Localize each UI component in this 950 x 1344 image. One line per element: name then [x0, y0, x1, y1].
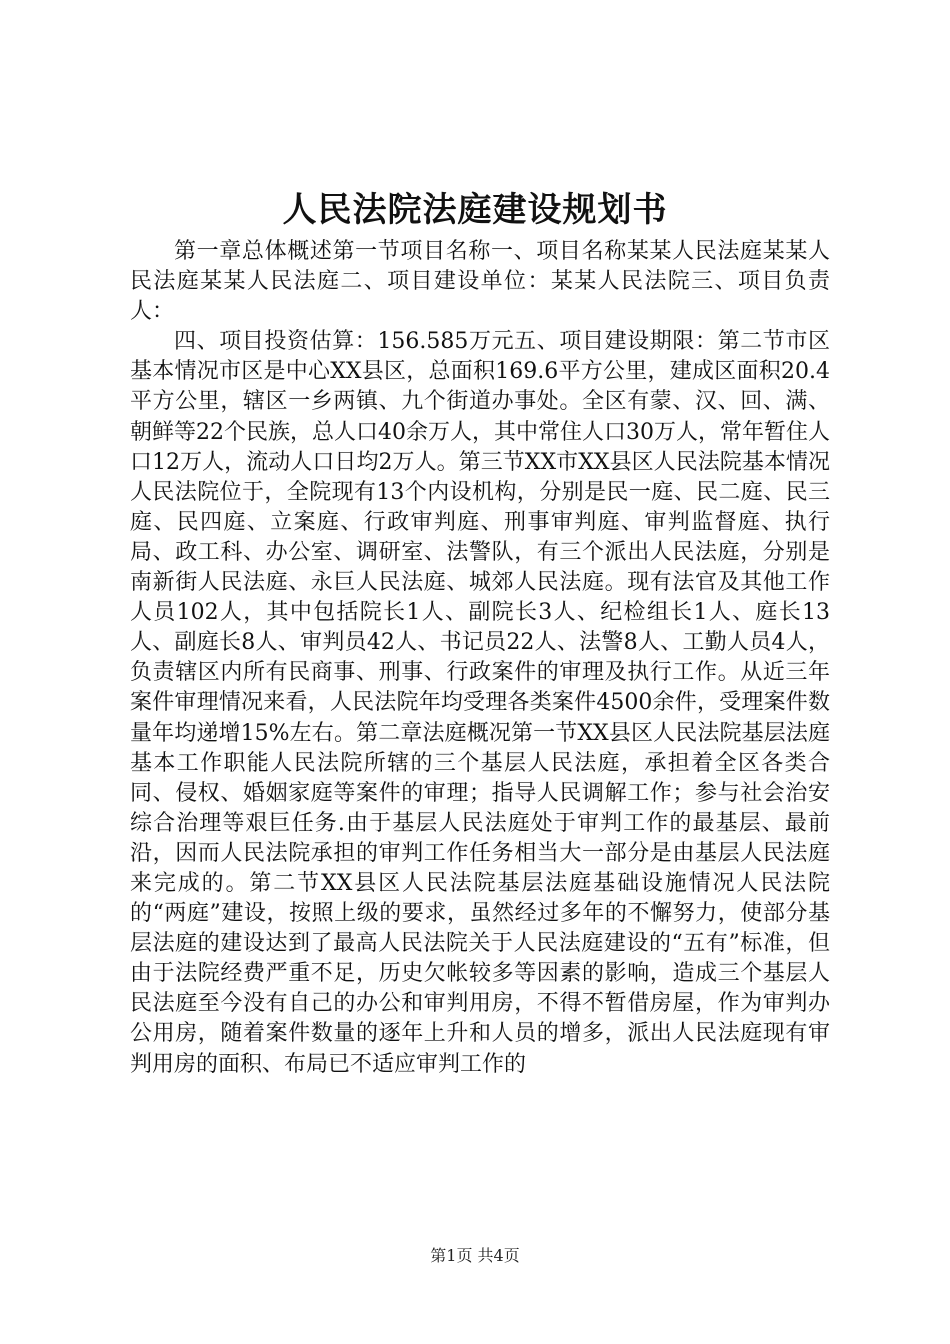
body-paragraph-2: 四、项目投资估算：156.585万元五、项目建设期限：第二节市区基本情况市区是中心XX县区，总面积169.6平方公里，建成区面积20.4平方公里，辖区一乡两镇、九个街道办事处。全区有蒙、汉、回、满、朝鲜等22个民族，总人口40余万人，其中常住人口30万人，常年暂住人口12万人，流动人口日均2万人。第三节XX市XX县区人民法院基本情况人民法院位于，全院现有13个内设机构，分别是民一庭、民二庭、民三庭、民四庭、立案庭、行政审判庭、刑事审判庭、审判监督庭、执行局、政工科、办公室、调研室、法警队，有三个派出人民法庭，分别是南新街人民法庭、永巨人民法庭、城郊人民法庭。现有法官及其他工作人员102人，其中包括院长1人、副院长3人、纪检组长1人、庭长13人、副庭长8人、审判员42人、书记员22人、法警8人、工勤人员4人，负责辖区内所有民商事、刑事、行政案件的审理及执行工作。从近三年案件审理情况来看，人民法院年均受理各类案件4500余件，受理案件数量年均递增15%左右。第二章法庭概况第一节XX县区人民法院基层法庭基本工作职能人民法院所辖的三个基层人民法庭，承担着全区各类合同、侵权、婚姻家庭等案件的审理；指导人民调解工作；参与社会治安综合治理等艰巨任务.由于基层人民法庭处于审判工作的最基层、最前沿，因而人民法院承担的审判工作任务相当大一部分是由基层人民法庭来完成的。第二节XX县区人民法院基层法庭基础设施情况人民法院的“两庭”建设，按照上级的要求，虽然经过多年的不懈努力，使部分基层法庭的建设达到了最高人民法院关于人民法庭建设的“五有”标准，但由于法院经费严重不足，历史欠帐较多等因素的影响，造成三个基层人民法庭至今没有自己的办公和审判用房，不得不暂借房屋，作为审判办公用房，随着案件数量的逐年上升和人员的增多，派出人民法庭现有审判用房的面积、布局已不适应审判工作的 — [130, 329, 830, 1077]
body-paragraph-1: 第一章总体概述第一节项目名称一、项目名称某某人民法庭某某人民法庭某某人民法庭二、项目建设单位：某某人民法院三、项目负责人： — [130, 239, 830, 325]
document-title: 人民法院法庭建设规划书 — [282, 190, 668, 230]
document-body — [130, 237, 830, 1080]
page-number-footer: 第1页 共4页 — [430, 1246, 520, 1265]
